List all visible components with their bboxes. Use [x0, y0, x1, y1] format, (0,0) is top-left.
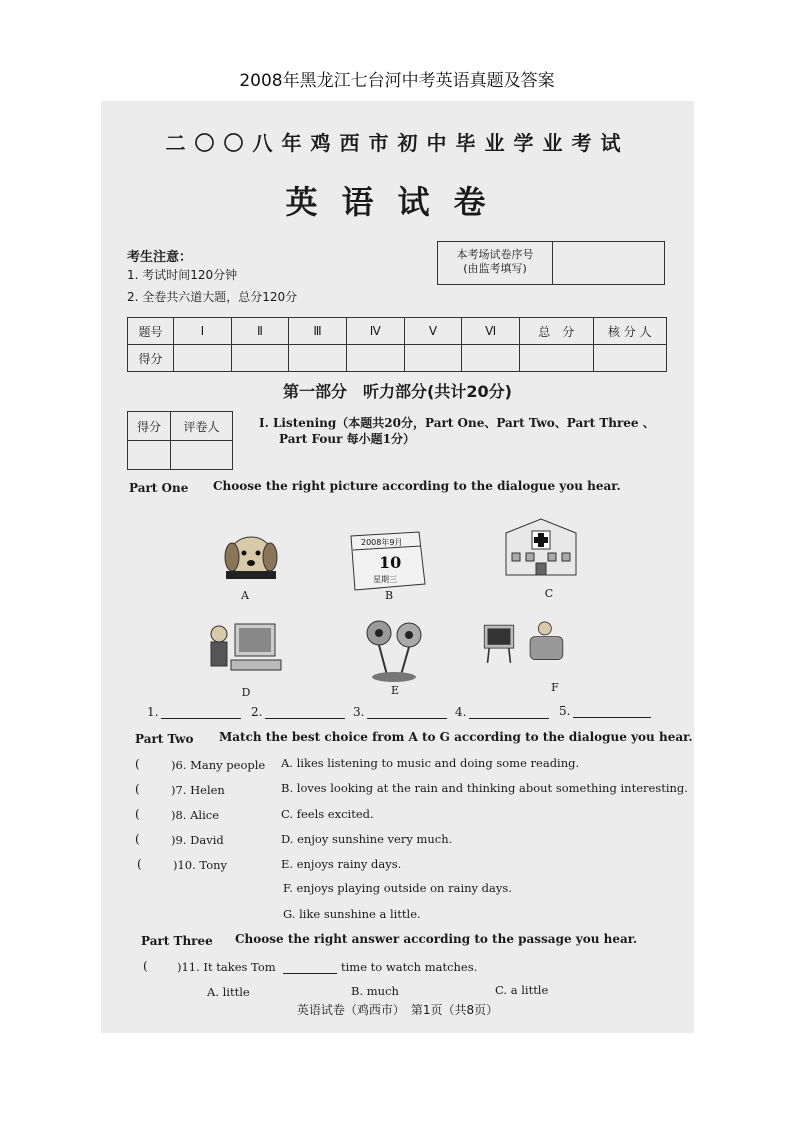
calendar-day: 10 — [379, 553, 402, 572]
picture-label: A — [241, 589, 249, 602]
score-table-col: Ⅱ — [231, 318, 289, 345]
serial-label-line: 本考场试卷序号 — [456, 248, 534, 261]
score-table-col: Ⅵ — [462, 318, 520, 345]
option-item: D. enjoy sunshine very much. — [281, 832, 453, 846]
notice-heading: 考生注意： — [127, 250, 193, 265]
flowers-picture-icon — [349, 613, 439, 683]
exam-title: 英语试卷 — [285, 183, 510, 221]
choice-item: B. much — [351, 984, 399, 998]
answer-paren[interactable]: ( — [143, 959, 148, 973]
score-table-col: Ⅰ — [174, 318, 232, 345]
score-table — [127, 317, 667, 372]
notice-line: 1. 考试时间120分钟 — [127, 268, 238, 282]
scanned-exam-page — [101, 101, 694, 1033]
picture-label: F — [551, 681, 559, 694]
score-table-header: 题号 — [128, 318, 174, 345]
score-cell — [593, 345, 666, 372]
choice-item: A. little — [207, 985, 250, 999]
answer-paren[interactable]: ( — [135, 757, 140, 771]
dog-picture-icon — [206, 519, 296, 589]
question-item: )8. Alice — [171, 808, 220, 822]
answer-blank[interactable] — [559, 704, 651, 718]
question-item: )10. Tony — [173, 858, 228, 872]
option-item: B. loves looking at the rain and thinking about something interesting. — [281, 781, 688, 795]
answer-blank[interactable] — [147, 705, 241, 719]
score-table-col: Ⅴ — [404, 318, 462, 345]
score-cell — [346, 345, 404, 372]
serial-label — [438, 242, 553, 284]
option-item: E. enjoys rainy days. — [281, 857, 402, 871]
answer-paren[interactable]: ( — [135, 782, 140, 796]
answer-paren[interactable]: ( — [135, 807, 140, 821]
grader-table — [127, 411, 233, 470]
hospital-picture-icon — [496, 513, 586, 583]
question-item: )9. David — [171, 833, 224, 847]
picture-label: E — [390, 684, 400, 697]
blank-number: 2. — [251, 705, 263, 719]
exam-header: 二〇〇八年鸡西市初中毕业学业考试 — [165, 131, 630, 155]
score-table-total: 总 分 — [519, 318, 593, 345]
grader-score-label: 得分 — [128, 412, 171, 441]
answer-paren[interactable]: ( — [135, 832, 140, 846]
part-three-instruction: Choose the right answer according to the passage you hear. — [235, 932, 638, 946]
score-table-header: 得分 — [128, 345, 174, 372]
part-one-instruction: Choose the right picture according to the dialogue you hear. — [213, 479, 621, 493]
score-cell — [174, 345, 232, 372]
score-table-checker: 核 分 人 — [593, 318, 666, 345]
q11-blank[interactable] — [283, 960, 337, 974]
score-cell — [289, 345, 347, 372]
question-11-start: )11. It takes Tom — [177, 960, 276, 974]
watching-tv-picture-icon — [481, 609, 571, 679]
picture-label: D — [241, 686, 251, 699]
listening-instruction: Ⅰ. Listening（本题共20分，Part One、Part Two、Part Three 、 — [259, 416, 655, 430]
score-cell — [519, 345, 593, 372]
option-item: A. likes listening to music and doing some reading. — [281, 756, 580, 770]
listening-instruction: Part Four 每小题1分） — [279, 432, 415, 446]
serial-number-box — [437, 241, 665, 285]
blank-number: 5. — [559, 704, 571, 718]
option-item: C. feels excited. — [281, 807, 374, 821]
part-three-title: Part Three — [141, 934, 213, 948]
serial-label-line: (由监考填写) — [463, 262, 527, 275]
calendar-month: 2008年9月 — [361, 538, 403, 547]
page-footer: 英语试卷（鸡西市） 第1页（共8页） — [296, 1003, 499, 1017]
grader-cell — [128, 441, 171, 470]
answer-blank[interactable] — [251, 705, 345, 719]
question-11-end: time to watch matches. — [341, 960, 478, 974]
document-title: 2008年黑龙江七台河中考英语真题及答案 — [239, 71, 555, 91]
part-two-title: Part Two — [135, 732, 194, 746]
blank-number: 4. — [455, 705, 467, 719]
question-item: )7. Helen — [171, 783, 225, 797]
score-table-col: Ⅳ — [346, 318, 404, 345]
calendar-picture-icon — [341, 526, 431, 596]
part-one-title: Part One — [129, 481, 189, 495]
score-cell — [462, 345, 520, 372]
score-cell — [231, 345, 289, 372]
grader-cell — [170, 441, 232, 470]
option-item: G. like sunshine a little. — [283, 907, 421, 921]
blank-number: 1. — [147, 705, 159, 719]
answer-blank[interactable] — [353, 705, 447, 719]
computer-user-picture-icon — [201, 614, 291, 684]
calendar-week: 星期三 — [373, 575, 397, 584]
part-two-instruction: Match the best choice from A to G according to the dialogue you hear. — [219, 730, 693, 744]
question-item: )6. Many people — [171, 758, 266, 772]
score-cell — [404, 345, 462, 372]
picture-label: B — [384, 589, 394, 602]
grader-person-label: 评卷人 — [170, 412, 232, 441]
blank-number: 3. — [353, 705, 365, 719]
option-item: F. enjoys playing outside on rainy days. — [283, 881, 512, 895]
picture-label: C — [544, 587, 554, 600]
choice-item: C. a little — [495, 983, 549, 997]
notice-line: 2. 全卷共六道大题，总分120分 — [127, 290, 298, 304]
section-title: 第一部分 听力部分(共计20分) — [283, 382, 512, 401]
answer-paren[interactable]: ( — [137, 857, 142, 871]
answer-blank[interactable] — [455, 705, 549, 719]
score-table-col: Ⅲ — [289, 318, 347, 345]
